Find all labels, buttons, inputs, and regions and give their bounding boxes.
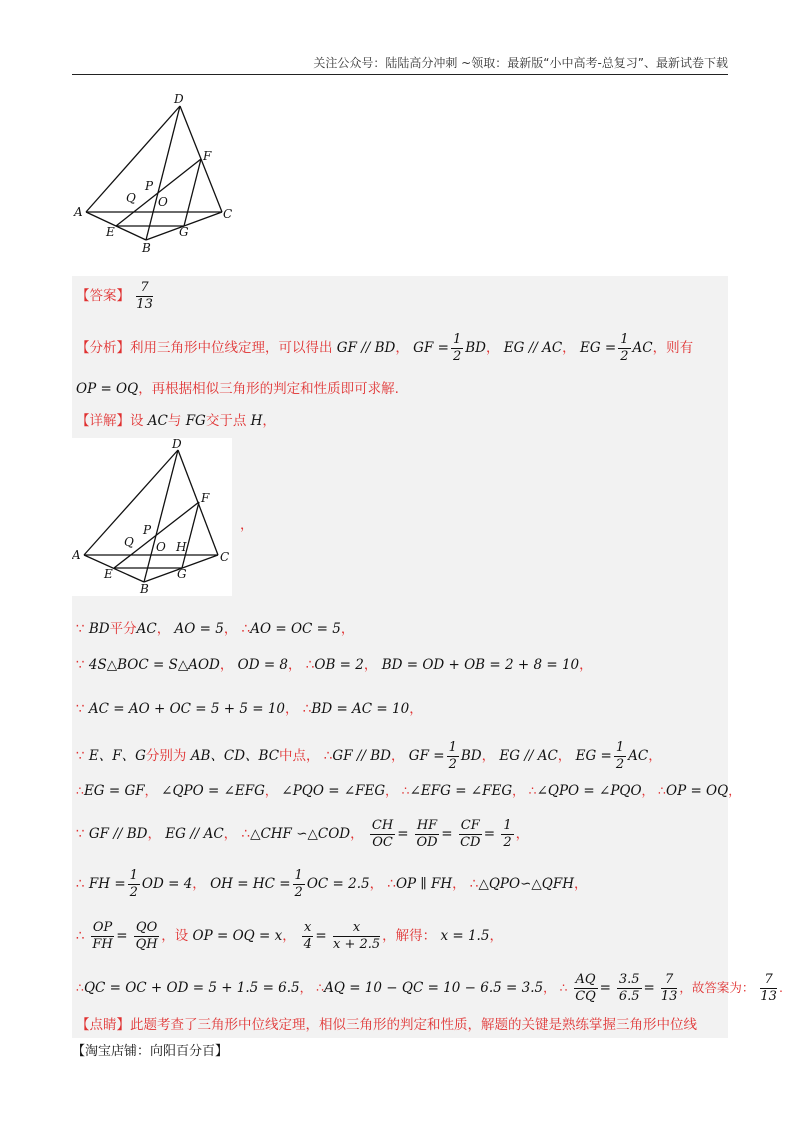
comment-row: 【点睛】此题考查了三角形中位线定理，相似三角形的判定和性质，解题的关键是熟练掌握三角形中位线 (76, 1017, 697, 1033)
label-D-2: D (172, 438, 182, 451)
figure-comma: ， (240, 517, 254, 533)
label-G: G (179, 225, 189, 239)
label-G-2: G (177, 567, 187, 581)
step-4: ∵ E、F、G分别为 AB、CD、BC中点， ∴GF // BD， GF = $\frac{1}{2}$ BD， EG // AC， EG = $\frac{1}{2}$ AC， (76, 740, 662, 772)
step-8: ∴ $\frac{OP}{FH}$ = $\frac{QO}{QH}$ ，设 OP = OQ = x， $\frac{x}{4}$ = $\frac{x}{x + 2.5}$ ，解得： x = 1.5， (76, 920, 503, 952)
step-6: ∵ GF // BD， EG // AC， ∴△CHF ∽△COD， $\frac{CH}{OC}$ = $\frac{HF}{OD}$ = $\frac{CF}{CD}$ = $\frac{1}{2}$ ， (76, 818, 530, 850)
page-header: 关注公众号：陆陆高分冲刺 ~领取：最新版“小中高考-总复习”、最新试卷下载 (72, 54, 728, 75)
answer-fraction: $\frac{7}{13}$ (136, 280, 153, 312)
label-E-2: E (104, 567, 113, 581)
label-Q: Q (126, 191, 136, 205)
footer-text: 【淘宝店铺：向阳百分百】 (72, 1044, 229, 1059)
answer-row (76, 280, 155, 313)
step-1: ∵ BD平分AC， AO = 5， ∴AO = OC = 5， (76, 621, 355, 637)
step-2: ∵ 4S△BOC = S△AOD， OD = 8， ∴OB = 2， BD = OD + OB = 2 + 8 = 10， (76, 657, 593, 673)
analysis-row-1: 【分析】利用三角形中位线定理，可以得出 GF // BD， GF = $\frac{1}{2}$ BD， EG // AC， EG = $\frac{1}{2}$ AC，则有 (76, 332, 694, 364)
geometry-figure-1 (72, 90, 242, 255)
label-C: C (223, 207, 233, 221)
label-A: A (74, 205, 83, 219)
step-3: ∵ AC = AO + OC = 5 + 5 = 10， ∴BD = AC = 10， (76, 701, 423, 717)
label-O-2: O (156, 540, 166, 554)
label-P: P (145, 179, 154, 193)
label-D: D (174, 92, 184, 106)
label-H-2: H (176, 540, 187, 554)
label-B-2: B (140, 582, 149, 596)
label-E: E (106, 225, 115, 239)
label-F-2: F (201, 491, 210, 505)
analysis-row-2: OP = OQ，再根据相似三角形的判定和性质即可求解. (76, 381, 399, 397)
label-C-2: C (220, 550, 230, 564)
geometry-figure-2 (72, 438, 232, 596)
label-P-2: P (143, 523, 152, 537)
step-7: ∴ FH = $\frac{1}{2}$ OD = 4， OH = HC = $\frac{1}{2}$ OC = 2.5， ∴OP ∥ FH， ∴△QPO∽△QFH， (76, 868, 588, 900)
step-5: ∴EG = GF， ∠QPO = ∠EFG， ∠PQO = ∠FEG， ∴∠EFG = ∠FEG， ∴∠QPO = ∠PQO， ∴OP = OQ， (76, 783, 741, 799)
answer-tag: 【答案】 (76, 288, 130, 304)
label-B: B (142, 241, 151, 255)
label-Q-2: Q (124, 535, 134, 549)
step-9: ∴QC = OC + OD = 5 + 1.5 = 6.5， ∴AQ = 10 − QC = 10 − 6.5 = 3.5， ∴ $\frac{AQ}{CQ}$ = $\frac{3.5}{6.5}$ = $\frac{7}{13}$ ，故答案为： $\frac{7}{13}$ . (76, 972, 783, 1004)
label-A-2: A (72, 548, 81, 562)
label-F: F (203, 149, 212, 163)
label-O: O (158, 195, 168, 209)
detail-row: 【详解】设 AC与 FG交于点 H， (76, 413, 276, 429)
